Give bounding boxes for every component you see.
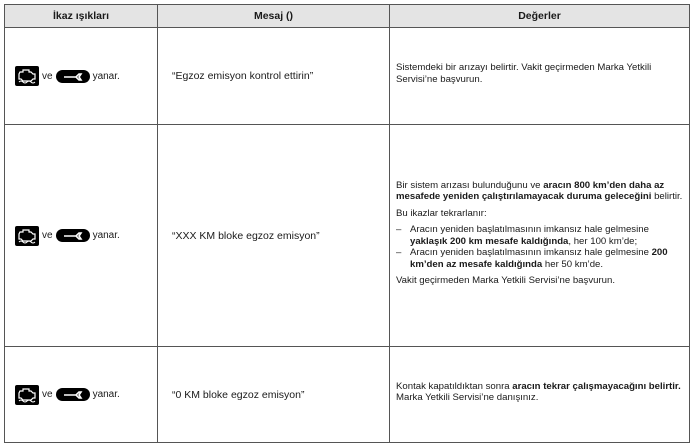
value-paragraph — [396, 381, 683, 404]
header-message: Mesaj () — [158, 5, 390, 28]
table-row — [5, 28, 690, 125]
spanner-icon — [56, 388, 90, 401]
value-list — [396, 224, 683, 270]
body-text: Sistemdeki bir arızayı belirtir. Vakit geçirmeden Marka Yetkili Servisi’ne başvurun. — [396, 62, 652, 85]
body-text: Bir sistem arızası bulunduğunu ve — [396, 179, 544, 191]
values-cell — [390, 125, 690, 347]
message-cell: “0 KM bloke egzoz emisyon” — [158, 347, 390, 443]
body-text: her 50 km’de. — [542, 258, 604, 270]
engine-emission-icon — [15, 385, 39, 405]
value-paragraph — [396, 180, 683, 203]
body-text: Bu ikazlar tekrarlanır: — [396, 207, 487, 219]
engine-emission-icon — [15, 66, 39, 86]
lit-text: yanar. — [92, 230, 120, 241]
table-row — [5, 125, 690, 347]
body-text: Marka Yetkili Servisi’ne danışınız. — [396, 392, 539, 403]
spanner-icon — [56, 70, 90, 83]
value-paragraph — [396, 275, 683, 287]
values-cell — [390, 347, 690, 443]
body-text: Vakit geçirmeden Marka Yetkili Servisi’ne başvurun. — [396, 275, 615, 286]
list-item — [396, 247, 683, 270]
emphasis-text: yaklaşık 200 km mesafe kaldığında — [410, 235, 569, 247]
connector-text: ve — [42, 230, 53, 241]
indicator-cell — [5, 28, 158, 125]
lit-text: yanar. — [92, 389, 120, 400]
emphasis-text: aracın tekrar çalışmayacağını belirtir. — [512, 380, 681, 392]
indicator-cell — [5, 347, 158, 443]
table-header-row — [5, 5, 690, 28]
body-text: Aracın yeniden başlatılmasının imkansız hale gelmesine — [410, 224, 649, 235]
list-item — [396, 224, 683, 247]
body-text: , her 100 km’de; — [568, 235, 638, 247]
header-warning-lights: İkaz ışıkları — [5, 5, 158, 28]
body-text: belirtir. — [651, 191, 683, 202]
body-text: Kontak kapatıldıktan sonra — [396, 380, 513, 392]
indicator-cell — [5, 125, 158, 347]
warning-lights-table — [4, 4, 690, 443]
value-paragraph — [396, 208, 683, 220]
spanner-icon — [56, 229, 90, 242]
engine-emission-icon — [15, 226, 39, 246]
header-values: Değerler — [390, 5, 690, 28]
body-text: Aracın yeniden başlatılmasının imkansız hale gelmesine — [410, 247, 652, 258]
value-paragraph — [396, 62, 683, 85]
lit-text: yanar. — [92, 70, 120, 82]
message-cell: “Egzoz emisyon kontrol ettirin” — [158, 28, 390, 125]
values-cell — [390, 28, 690, 125]
table-row — [5, 347, 690, 443]
connector-text: ve — [42, 389, 53, 400]
message-cell: “XXX KM bloke egzoz emisyon” — [158, 125, 390, 347]
emphasis-text: aracın 800 km’den daha az mesafede yeniden çalıştırılamayacak duruma geleceğini — [396, 179, 665, 202]
emphasis-text: 200 km’den az mesafe kaldığında — [410, 247, 668, 270]
connector-text: ve — [42, 70, 53, 82]
